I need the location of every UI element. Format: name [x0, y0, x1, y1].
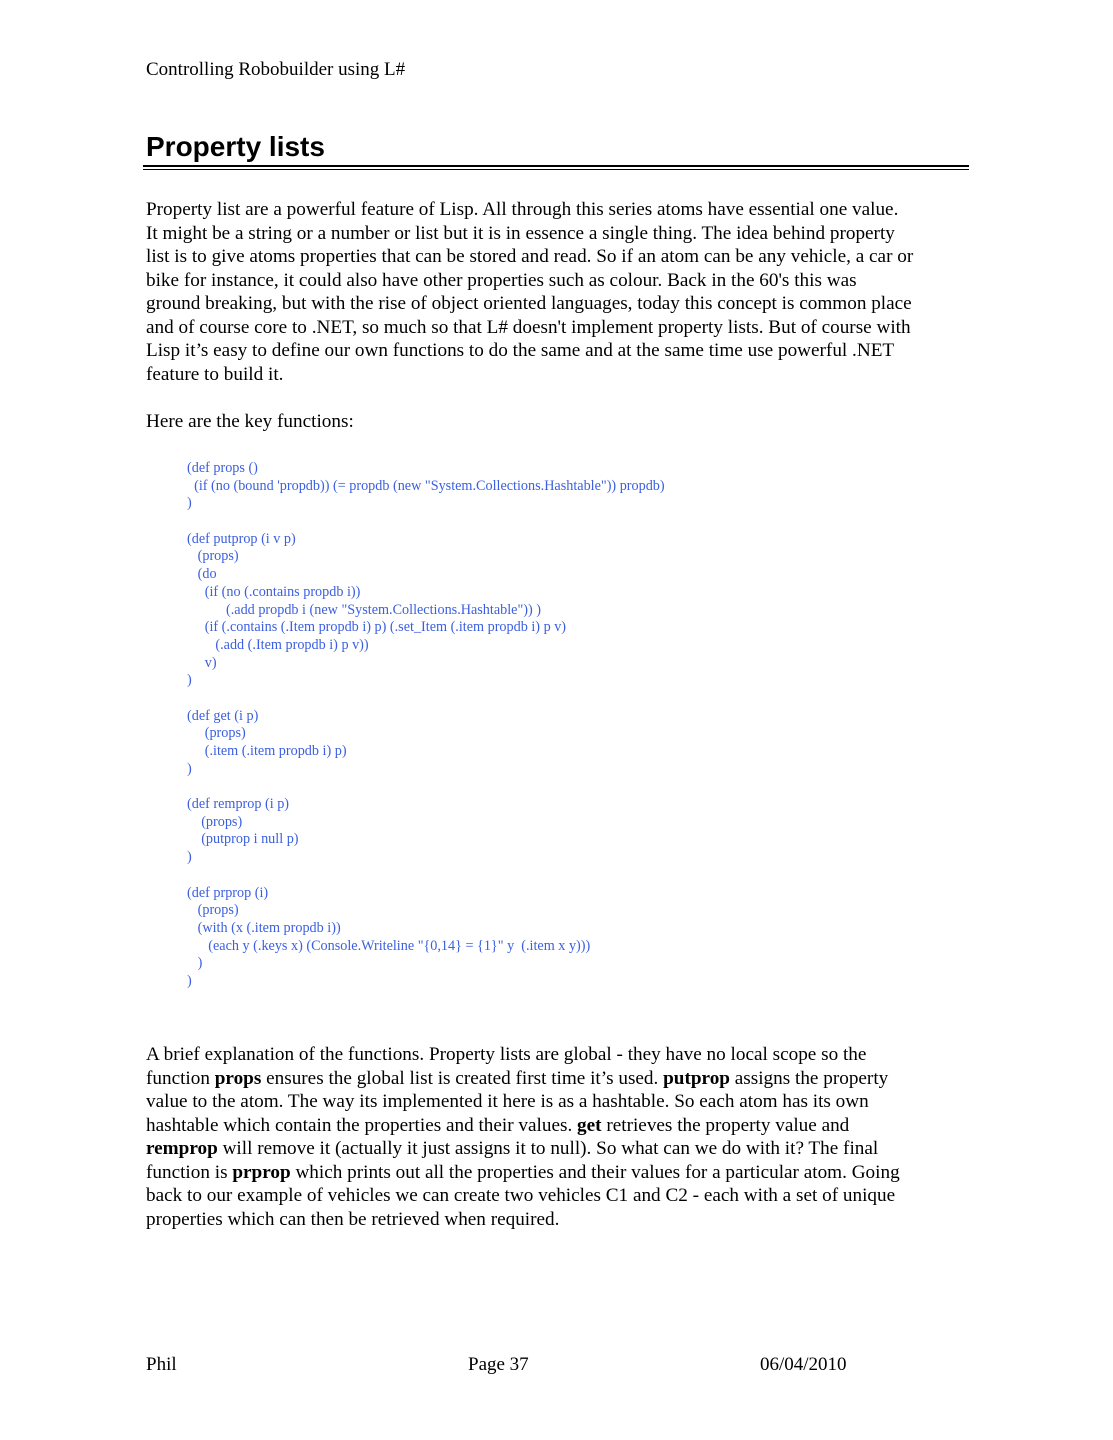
text-segment: A brief explanation of the functions. Property lists are global - they have no local scope so the [146, 1044, 867, 1065]
paragraph-line [146, 1208, 900, 1232]
footer-author: Phil [146, 1354, 177, 1375]
text-segment: retrieves the property value and [601, 1114, 850, 1136]
paragraph-line [146, 1137, 900, 1161]
function-name: remprop [146, 1138, 218, 1159]
code-line: (props) [187, 725, 246, 742]
text-segment: which prints out all the properties and their values for a particular atom. Going [290, 1161, 900, 1183]
function-name: putprop [663, 1067, 730, 1089]
code-line: ) [187, 495, 192, 512]
text-segment: assigns the property [729, 1067, 889, 1089]
code-line: (def prprop (i) [187, 884, 269, 901]
paragraph-line [146, 1114, 900, 1138]
code-line: (.add (.Item propdb i) p v)) [187, 636, 369, 653]
paragraph-line [146, 1090, 900, 1114]
code-line: (props) [187, 548, 239, 565]
text-segment: hashtable which contain the properties and their values. [146, 1114, 578, 1136]
paragraph-line: bike for instance, it could also have other properties such as colour. Back in the 60's this was [146, 269, 857, 291]
code-line: (with (x (.item propdb i)) [187, 919, 341, 936]
text-segment: value to the atom. The way its implemented it here is as a hashtable. So each atom has its own [146, 1091, 869, 1112]
text-segment: properties which can then be retrieved when required. [146, 1208, 560, 1230]
code-line: (do [187, 566, 217, 583]
key-functions-label [146, 410, 354, 434]
footer-date: 06/04/2010 [760, 1354, 847, 1375]
section-title: Property lists [146, 131, 325, 162]
paragraph-line: Lisp it’s easy to define our own functions to do the same and at the same time use powerful .NET [146, 340, 895, 361]
paragraph-line: Property list are a powerful feature of Lisp. All through this series atoms have essential one value. [146, 199, 899, 220]
code-line: (props) [187, 902, 239, 919]
paragraph-line [146, 1043, 900, 1067]
paragraph-line: list is to give atoms properties that can be stored and read. So if an atom can be any vehicle, a car or [146, 246, 914, 267]
code-line: (def putprop (i v p) [187, 530, 296, 547]
paragraph-line: It might be a string or a number or list but it is in essence a single thing. The idea behind property [146, 222, 895, 244]
code-line: v) [187, 654, 217, 671]
code-line: (if (no (bound 'propdb)) (= propdb (new "System.Collections.Hashtable")) propdb) [187, 477, 665, 494]
code-line: ) [187, 672, 192, 689]
code-line: ) [187, 972, 192, 989]
code-line [187, 867, 665, 885]
code-line: ) [187, 955, 203, 972]
code-line: (def remprop (i p) [187, 796, 290, 813]
title-underline [143, 165, 969, 170]
code-line: (if (.contains (.Item propdb i) p) (.set_Item (.item propdb i) p v) [187, 619, 567, 636]
code-line: (.item (.item propdb i) p) [187, 743, 347, 759]
function-name: props [214, 1067, 262, 1089]
function-name: get [577, 1114, 602, 1136]
code-line: ) [187, 849, 192, 866]
intro-paragraph [146, 198, 913, 386]
paragraph-line: ground breaking, but with the rise of object oriented languages, today this concept is common place [146, 293, 912, 314]
code-line [187, 690, 665, 708]
text-segment: ensures the global list is created first time it’s used. [261, 1067, 664, 1089]
text-segment: function [146, 1067, 215, 1089]
code-line: ) [187, 760, 192, 777]
page-header: Controlling Robobuilder using L# [146, 59, 406, 80]
text-segment: function is [146, 1161, 233, 1183]
paragraph-line [146, 1184, 900, 1208]
function-name: prprop [232, 1161, 291, 1183]
code-block [187, 460, 665, 991]
footer-page-number: Page 37 [468, 1354, 529, 1375]
code-line: (each y (.keys x) (Console.Writeline "{0,14} = {1}" y (.item x y))) [187, 937, 591, 954]
text-segment: back to our example of vehicles we can create two vehicles C1 and C2 - each with a set of unique [146, 1185, 896, 1206]
paragraph-line [146, 1161, 900, 1185]
text-segment: will remove it (actually it just assigns it to null). So what can we do with it? The final [217, 1138, 879, 1159]
paragraph-line [146, 1067, 900, 1091]
paragraph-line: and of course core to .NET, so much so that L# doesn't implement property lists. But of course with [146, 316, 911, 338]
explanation-paragraph [146, 1043, 900, 1231]
code-line: (def get (i p) [187, 707, 259, 724]
code-line: (props) [187, 813, 243, 830]
code-line: (if (no (.contains propdb i)) [187, 583, 361, 600]
code-line [187, 778, 665, 796]
code-line [187, 513, 665, 531]
paragraph-line: feature to build it. [146, 363, 284, 385]
code-line: (def props () [187, 460, 258, 476]
code-line: (.add propdb i (new "System.Collections.Hashtable")) ) [187, 601, 541, 618]
paragraph-line: Here are the key functions: [146, 411, 354, 432]
code-line: (putprop i null p) [187, 831, 299, 848]
